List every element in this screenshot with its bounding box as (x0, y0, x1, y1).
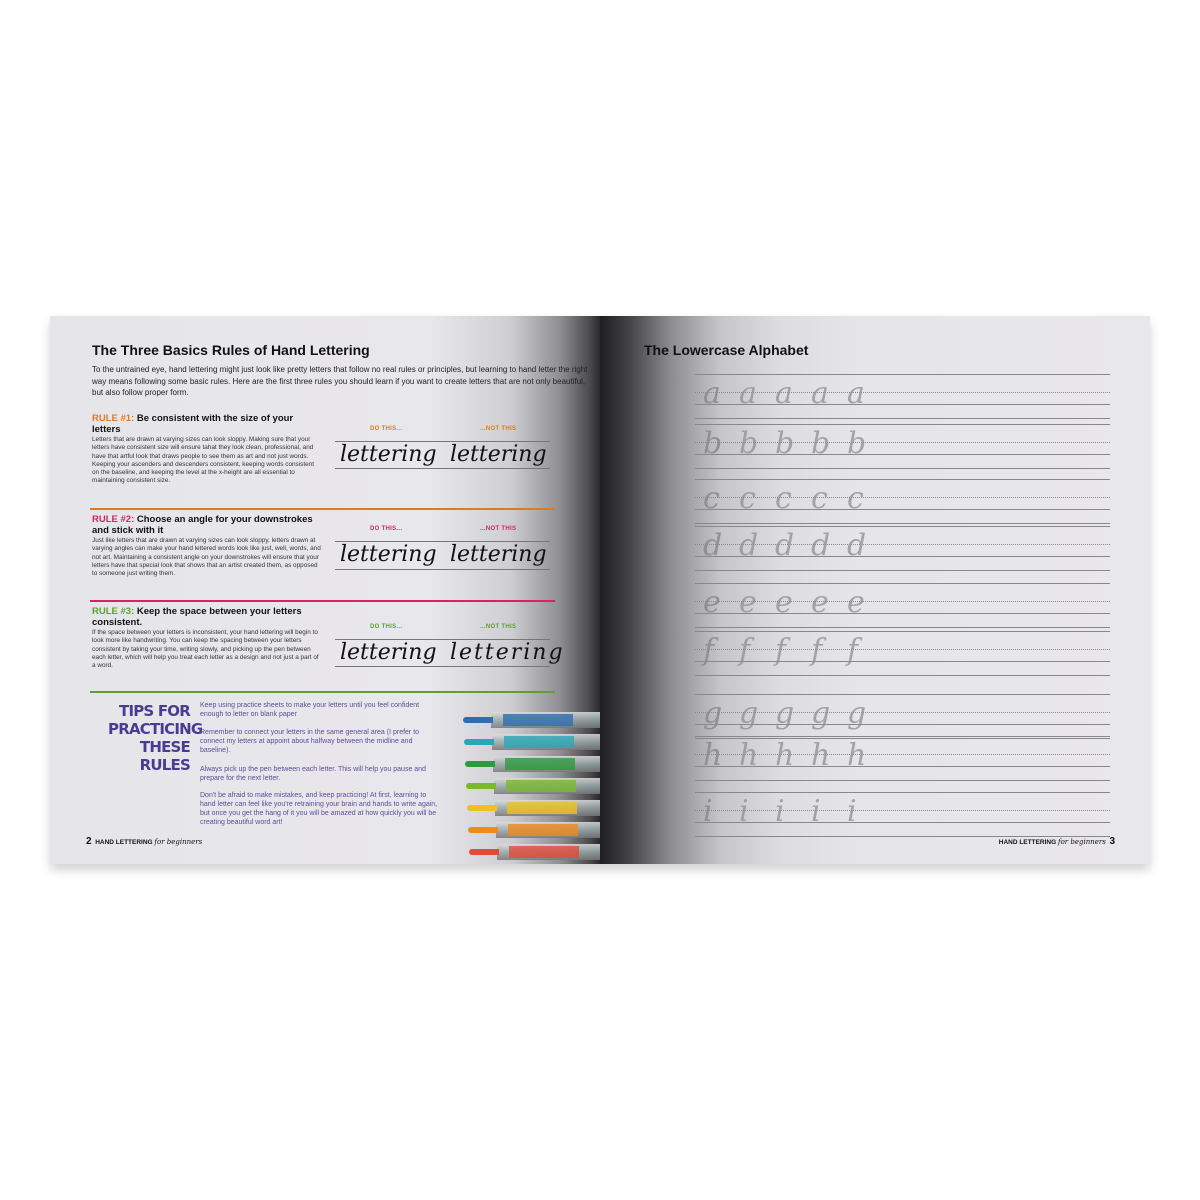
letter-glyph: i (775, 794, 785, 829)
rule-2-heading: Choose an angle for your downstrokes and stick with it (92, 514, 313, 536)
practice-row (695, 583, 1110, 627)
tip-2: Remember to connect your letters in the same general area (I prefer to connect my letters at appoint about halfway between the midline and baseline). (200, 729, 420, 754)
rule-3-divider (90, 691, 555, 693)
letter-glyph: f (847, 633, 859, 668)
pen-tip (466, 783, 496, 789)
tips-heading (108, 702, 203, 774)
rule-3-not-example: lettering (450, 640, 565, 665)
right-page-number: 3 (1109, 836, 1115, 847)
pen-tip (468, 827, 498, 833)
guide-line (695, 792, 1110, 793)
pen-tip (465, 761, 495, 767)
left-page-number: 2 (86, 836, 92, 847)
letter-glyph: g (739, 696, 759, 731)
tip-3: Always pick up the pen between each letter. This will help you pause and prepare for the next letter. (200, 766, 426, 782)
guide-line (695, 523, 1110, 524)
guide-line (695, 468, 1110, 469)
letter-glyph: b (847, 426, 867, 461)
left-folio (86, 836, 202, 847)
practice-row (695, 631, 1110, 675)
letter-glyph: e (811, 585, 829, 620)
pen-ink (509, 846, 579, 858)
rule-3-do-label: DO THIS... (370, 624, 403, 630)
guide-line (695, 736, 1110, 737)
page-title: The Three Basics Rules of Hand Lettering (92, 342, 370, 358)
letter-glyph: i (847, 794, 857, 829)
rule-1-do-label: DO THIS... (370, 426, 403, 432)
tip-4: Don't be afraid to make mistakes, and keep practicing! At first, learning to hand letter can feel like you're retraining your brain and hands to write again, but once you get the hang of it you will be amazed at how quickly you will be creating beautiful word art! (200, 792, 438, 826)
rule-3-heading: Keep the space between your letters consistent. (92, 606, 302, 628)
letter-glyph: a (811, 376, 829, 411)
letter-glyph: c (739, 481, 756, 516)
open-book (50, 316, 1150, 864)
pen-tip (463, 717, 493, 723)
letter-glyph: f (703, 633, 715, 668)
pen-ink (507, 802, 577, 814)
rule-2-number: RULE #2: (92, 514, 135, 525)
letter-glyph: d (739, 528, 759, 563)
rule-3-number: RULE #3: (92, 606, 135, 617)
pen-ink (505, 758, 575, 770)
practice-row (695, 736, 1110, 780)
letter-glyph: h (703, 738, 723, 773)
midline (695, 601, 1110, 602)
pen-ink (504, 736, 574, 748)
rule-1-number: RULE #1: (92, 413, 135, 424)
letter-glyph: i (739, 794, 749, 829)
letter-glyph: f (811, 633, 823, 668)
practice-row (695, 792, 1110, 836)
pen-ink (506, 780, 576, 792)
letter-glyph: g (811, 696, 831, 731)
rule-2 (92, 514, 322, 578)
letter-glyph: b (811, 426, 831, 461)
rule-2-do-label: DO THIS... (370, 526, 403, 532)
rule-1-baseline (335, 468, 550, 469)
guide-line (695, 404, 1110, 405)
rule-3 (92, 606, 322, 670)
tips-heading-line-1: TIPS FOR (119, 702, 190, 720)
letter-glyph: a (703, 376, 721, 411)
practice-row (695, 479, 1110, 523)
rule-2-not-example: lettering (450, 542, 547, 567)
letter-glyph: e (847, 585, 865, 620)
letter-glyph: g (775, 696, 795, 731)
letter-glyph: h (739, 738, 759, 773)
letter-glyph: a (739, 376, 757, 411)
rule-1-not-label: ...NOT THIS (480, 426, 517, 432)
letter-glyph: d (811, 528, 831, 563)
tips-heading-line-2: PRACTICING (108, 720, 203, 738)
letter-glyph: f (775, 633, 787, 668)
letter-glyph: d (703, 528, 723, 563)
practice-row (695, 694, 1110, 738)
guide-line (695, 822, 1110, 823)
letter-glyph: c (775, 481, 792, 516)
guide-line (695, 694, 1110, 695)
practice-row (695, 526, 1110, 570)
rule-1-body: Letters that are drawn at varying sizes can look sloppy. Making sure that your letters have consistent size will ensure tahat they look clean, professional, and have that artful look that draws people to see them as art and not just words. Keeping your ascenders and descenders consistent, keeping words consistent on the baseline, and keeping the level at the x-height are all essential to maintaining consistent size. (92, 436, 315, 485)
guide-line (695, 509, 1110, 510)
letter-glyph: i (811, 794, 821, 829)
guide-line (695, 479, 1110, 480)
guide-line (695, 424, 1110, 425)
guide-line (695, 418, 1110, 419)
right-folio-title: HAND LETTERING (998, 839, 1057, 846)
guide-line (695, 627, 1110, 628)
rule-1-divider (90, 508, 555, 510)
rule-1-heading: Be consistent with the size of your letters (92, 413, 294, 435)
tip-1: Keep using practice sheets to make your letters until you feel confident enough to letter on blank paper (200, 702, 420, 718)
right-folio-script: for beginners (1057, 838, 1106, 846)
rule-2-do-example: lettering (340, 542, 437, 567)
brush-pens-image (455, 694, 605, 864)
guide-line (695, 583, 1110, 584)
guide-line (695, 675, 1110, 676)
guide-line (695, 631, 1110, 632)
guide-line (695, 613, 1110, 614)
midline (695, 497, 1110, 498)
guide-line (695, 661, 1110, 662)
letter-glyph: h (775, 738, 795, 773)
letter-glyph: e (703, 585, 721, 620)
rule-2-body: Just like letters that are drawn at varying sizes can look sloppy, letters drawn at varying angles can make your hand lettered words look like just, well, words, and not art. Maintaining a consistent angle on your downstrokes will ensure that your letters have that special look that shows that an artist created them, as opposed to someone just writing them. (92, 537, 321, 578)
midline (695, 810, 1110, 811)
guide-line (695, 570, 1110, 571)
pen-ink (508, 824, 578, 836)
guide-line (695, 526, 1110, 527)
letter-glyph: c (847, 481, 864, 516)
letter-glyph: e (775, 585, 793, 620)
intro-paragraph: To the untrained eye, hand lettering might just look like pretty letters that follow no real rules or principles, but learning to hand letter the right way means following some basic rules. Here are the first three rules you should learn if you want to create letters that are not only beautiful, but also follow proper form. (92, 365, 588, 397)
letter-glyph: f (739, 633, 751, 668)
letter-glyph: h (847, 738, 867, 773)
left-folio-script: for beginners (154, 838, 203, 846)
rule-1 (92, 413, 322, 486)
rule-3-not-label: ...NOT THIS (480, 624, 517, 630)
guide-line (695, 374, 1110, 375)
pen-tip (467, 805, 497, 811)
rule-2-baseline (335, 569, 550, 570)
letter-glyph: g (847, 696, 867, 731)
rule-1-not-example: lettering (450, 442, 547, 467)
letter-glyph: d (847, 528, 867, 563)
midline (695, 649, 1110, 650)
letter-glyph: e (739, 585, 757, 620)
rule-2-divider (90, 600, 555, 602)
letter-glyph: c (811, 481, 828, 516)
practice-row (695, 424, 1110, 468)
midline (695, 392, 1110, 393)
letter-glyph: b (775, 426, 795, 461)
page-title-right: The Lowercase Alphabet (644, 342, 809, 358)
letter-glyph: d (775, 528, 795, 563)
rule-3-baseline (335, 666, 550, 667)
letter-glyph: h (811, 738, 831, 773)
left-folio-title: HAND LETTERING (95, 839, 153, 846)
pen-ink (503, 714, 573, 726)
letter-glyph: b (739, 426, 759, 461)
rule-1-do-example: lettering (340, 442, 437, 467)
rule-3-do-example: lettering (340, 640, 437, 665)
tips-heading-line-3: THESE RULES (139, 738, 190, 774)
pen-tip (469, 849, 499, 855)
letter-glyph: g (703, 696, 723, 731)
pen-tip (464, 739, 494, 745)
guide-line (695, 780, 1110, 781)
right-folio (999, 836, 1115, 847)
letter-glyph: a (775, 376, 793, 411)
rule-2-not-label: ...NOT THIS (480, 526, 517, 532)
letter-glyph: a (847, 376, 865, 411)
practice-row (695, 374, 1110, 418)
letter-glyph: b (703, 426, 723, 461)
right-page (600, 316, 1150, 864)
rule-3-body: If the space between your letters is inconsistent, your hand lettering will begin to look more like handwriting. You can keep the spacing between your letters consistent by taking your time, writing slowly, and picking up the pen between each letter, which will help you treat each letter as a design and not just a part of a word. (92, 629, 319, 670)
letter-glyph: i (703, 794, 713, 829)
letter-glyph: c (703, 481, 720, 516)
left-page (50, 316, 600, 864)
